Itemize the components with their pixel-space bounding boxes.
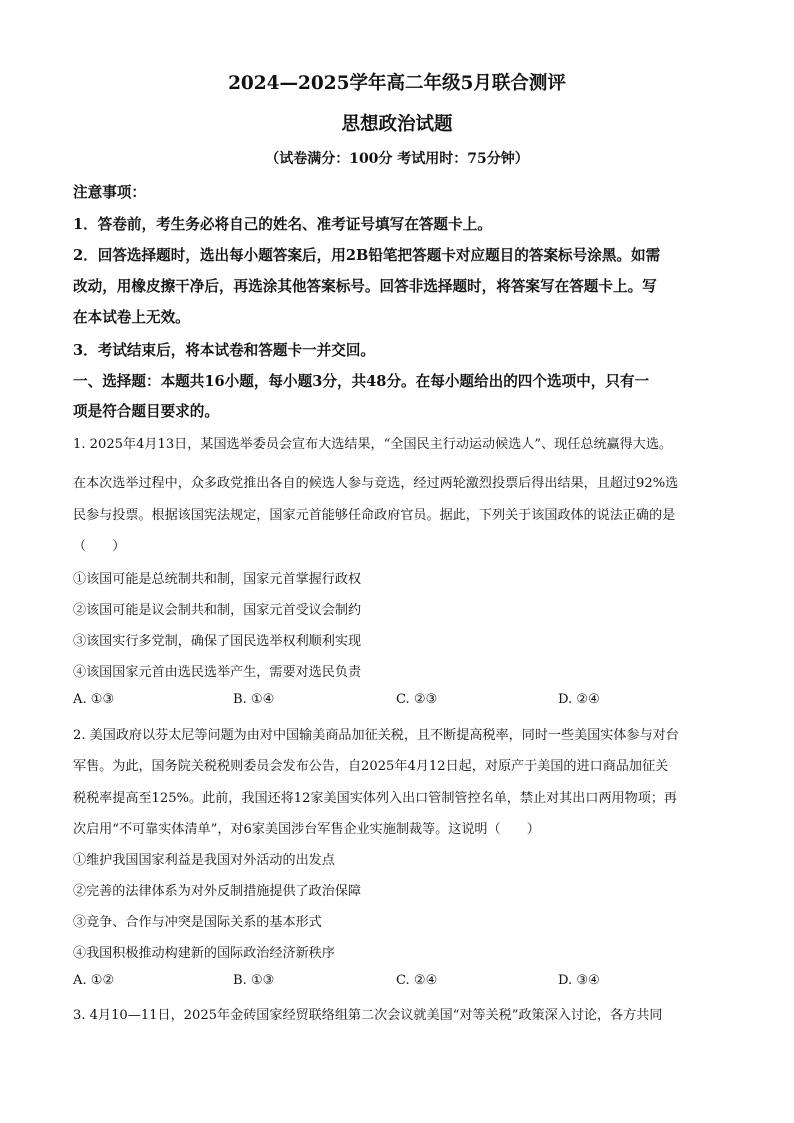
notice-line: 在本试卷上无效。 [73,309,190,326]
question-1-statement: ②该国可能是议会制共和制，国家元首受议会制约 [73,603,362,618]
question-2-line: 2. 美国政府以芬太尼等问题为由对中国输美商品加征关税，且不断提高税率，同时一些美国实体参与对台 [73,728,679,743]
question-2-option-a: A. ①② [73,973,115,988]
notice-heading: 注意事项： [73,184,146,201]
question-2-statement: ③竞争、合作与冲突是国际关系的基本形式 [73,915,322,930]
question-1-statement: ①该国可能是总统制共和制，国家元首掌握行政权 [73,572,362,587]
question-1-option-d: D. ②④ [558,692,600,707]
question-2-statement: ①维护我国国家利益是我国对外活动的出发点 [73,853,335,868]
question-1-line: 民参与投票。根据该国宪法规定，国家元首能够任命政府官员。据此，下列关于该国政体的说法正确的是 [73,508,676,523]
question-2-line: 次启用“不可靠实体清单”，对6家美国涉台军售企业实施制裁等。这说明（ ） [73,822,540,837]
question-1-line: （ ） [73,539,126,554]
question-1-line: 1. 2025年4月13日，某国选举委员会宣布大选结果，“全国民主行动运动候选人”、现任总统赢得大选。 [73,437,673,452]
section-heading: 一、选择题：本题共16小题，每小题3分，共48分。在每小题给出的四个选项中，只有一 [73,373,650,390]
exam-meta: （试卷满分：100分 考试用时：75分钟） [265,151,529,167]
exam-title: 2024—2025学年高二年级5月联合测评 [228,73,566,94]
question-2-statement: ④我国积极推动构建新的国际政治经济新秩序 [73,946,335,961]
notice-line: 3．考试结束后，将本试卷和答题卡一并交回。 [73,342,376,359]
question-2-option-d: D. ③④ [558,973,600,988]
question-3-line: 3. 4月10—11日，2025年金砖国家经贸联络组第二次会议就美国“对等关税”政策深入讨论，各方共同 [73,1008,663,1023]
section-heading: 项是符合题目要求的。 [73,403,219,420]
question-1-statement: ③该国实行多党制，确保了国民选举权利顺利实现 [73,634,362,649]
question-2-line: 税税率提高至125%。此前，我国还将12家美国实体列入出口管制管控名单，禁止对其出口两用物项；再 [73,791,678,806]
question-1-option-a: A. ①③ [73,692,115,707]
question-1-line: 在本次选举过程中，众多政党推出各自的候选人参与竞选，经过两轮激烈投票后得出结果，且超过92%选 [73,476,679,491]
question-1-option-c: C. ②③ [396,692,438,707]
exam-subject: 思想政治试题 [341,114,453,135]
notice-line: 1．答卷前，考生务必将自己的姓名、准考证号填写在答题卡上。 [73,216,492,233]
notice-line: 改动，用橡皮擦干净后，再选涂其他答案标号。回答非选择题时，将答案写在答题卡上。写 [73,278,657,295]
question-2-line: 军售。为此，国务院关税税则委员会发布公告，自2025年4月12日起，对原产于美国的进口商品加征关 [73,759,669,774]
question-1-statement: ④该国国家元首由选民选举产生，需要对选民负责 [73,665,362,680]
question-2-statement: ②完善的法律体系为对外反制措施提供了政治保障 [73,884,362,899]
notice-line: 2．回答选择题时，选出每小题答案后，用2B铅笔把答题卡对应题目的答案标号涂黑。如需 [73,247,661,264]
question-2-option-c: C. ②④ [396,973,438,988]
question-1-option-b: B. ①④ [233,692,275,707]
question-2-option-b: B. ①③ [233,973,275,988]
